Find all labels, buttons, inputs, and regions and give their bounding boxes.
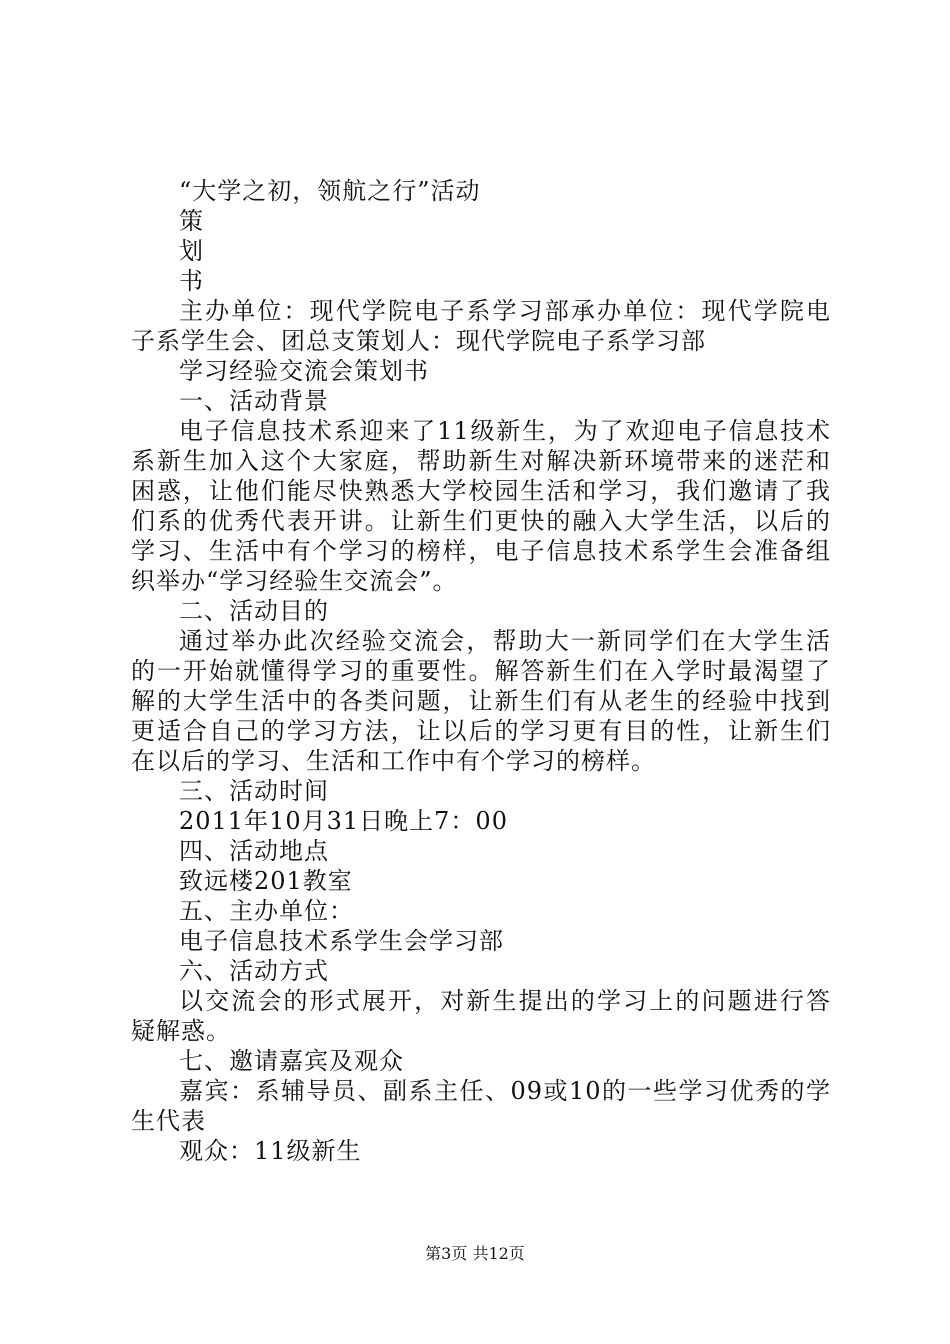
doc-title-char-1: 策 — [179, 207, 204, 235]
organizer-line-2: 子系学生会、团总支策划人：现代学院电子系学习部 — [131, 327, 706, 355]
section-heading-purpose: 二、活动目的 — [179, 597, 329, 625]
paragraph-line: 们系的优秀代表开讲。让新生们更快的融入大学生活，以后的 — [131, 507, 831, 535]
event-time: 2011年10月31日晚上7：00 — [179, 807, 508, 835]
paragraph-line: 更适合自己的学习方法，让以后的学习更有目的性，让新生们 — [131, 717, 831, 745]
paragraph-line: 系新生加入这个大家庭，帮助新生对解决新环境带来的迷茫和 — [131, 447, 831, 475]
paragraph-line: 疑解惑。 — [131, 1017, 231, 1045]
section-heading-time: 三、活动时间 — [179, 777, 329, 805]
paragraph-line: 通过举办此次经验交流会，帮助大一新同学们在大学生活 — [179, 627, 831, 655]
paragraph-line: 电子信息技术系迎来了11级新生，为了欢迎电子信息技术 — [179, 417, 831, 445]
subtitle: 学习经验交流会策划书 — [179, 357, 429, 385]
doc-title-char-2: 划 — [179, 237, 204, 265]
section-heading-format: 六、活动方式 — [179, 957, 329, 985]
paragraph-line: 解的大学生活中的各类问题，让新生们有从老生的经验中找到 — [131, 687, 831, 715]
audience-line: 观众：11级新生 — [179, 1137, 362, 1165]
section-heading-host: 五、主办单位： — [179, 897, 354, 925]
guests-line-2: 生代表 — [131, 1107, 206, 1135]
guests-line-1: 嘉宾：系辅导员、副系主任、09或10的一些学习优秀的学 — [179, 1077, 831, 1105]
doc-title-char-3: 书 — [179, 267, 204, 295]
paragraph-line: 的一开始就懂得学习的重要性。解答新生们在入学时最渴望了 — [131, 657, 831, 685]
paragraph-line: 困惑，让他们能尽快熟悉大学校园生活和学习，我们邀请了我 — [131, 477, 831, 505]
event-location: 致远楼201教室 — [179, 867, 353, 895]
event-host: 电子信息技术系学生会学习部 — [179, 927, 504, 955]
paragraph-line: 学习、生活中有个学习的榜样，电子信息技术系学生会准备组 — [131, 537, 831, 565]
paragraph-line: 在以后的学习、生活和工作中有个学习的榜样。 — [131, 747, 656, 775]
page-number-footer: 第3页 共12页 — [425, 1244, 525, 1263]
paragraph-line: 以交流会的形式展开，对新生提出的学习上的问题进行答 — [179, 987, 831, 1015]
organizer-line-1: 主办单位：现代学院电子系学习部承办单位：现代学院电 — [179, 297, 831, 325]
doc-title: “大学之初，领航之行”活动 — [179, 177, 481, 205]
document-body — [131, 176, 831, 1166]
paragraph-line: 织举办“学习经验生交流会”。 — [131, 567, 458, 595]
section-heading-location: 四、活动地点 — [179, 837, 329, 865]
section-heading-guests: 七、邀请嘉宾及观众 — [179, 1047, 404, 1075]
section-heading-background: 一、活动背景 — [179, 387, 329, 415]
